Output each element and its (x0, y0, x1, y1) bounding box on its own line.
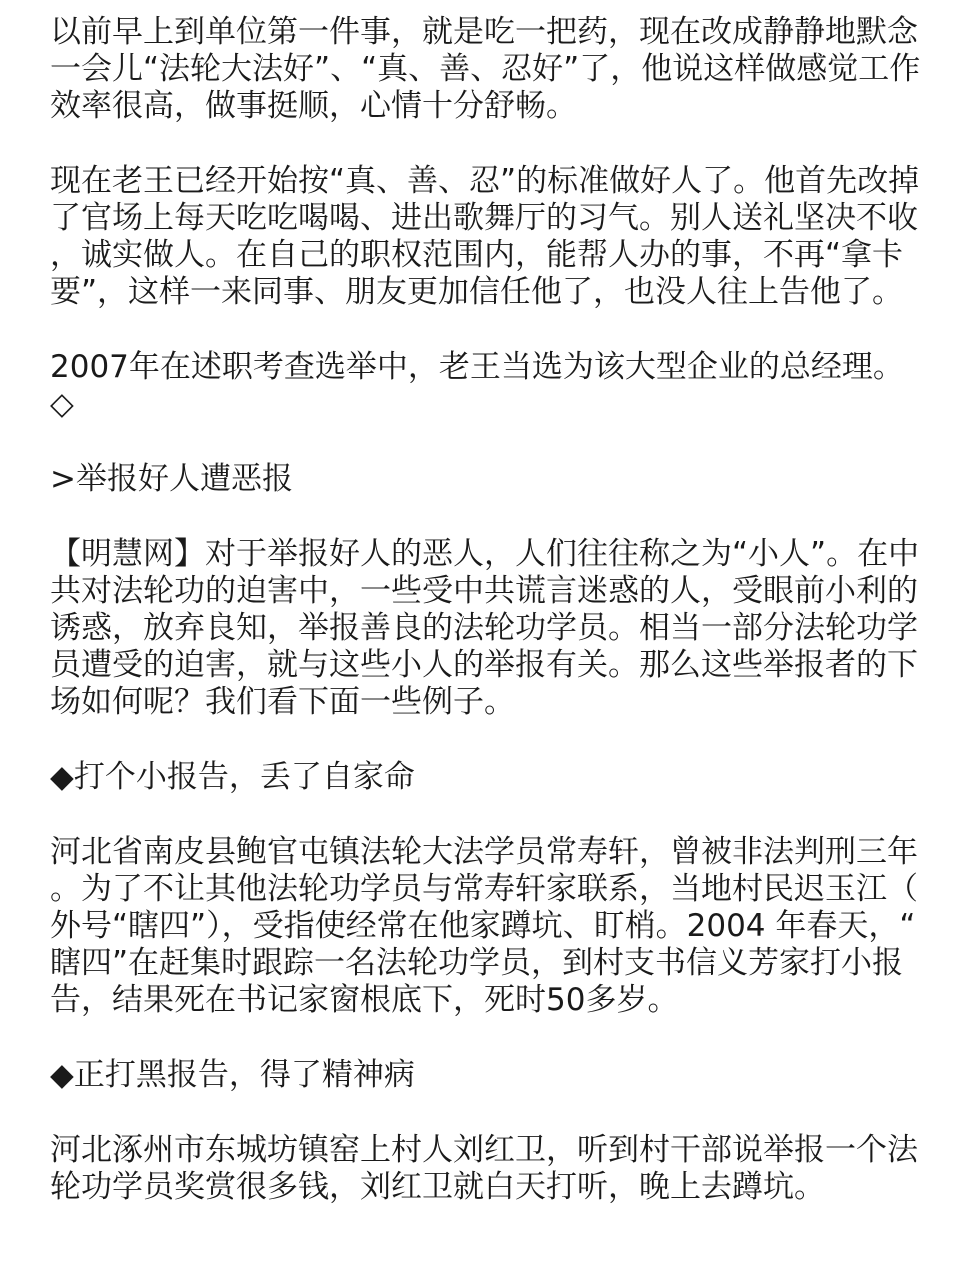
text-line: 共对法轮功的迫害中，一些受中共谎言迷惑的人，受眼前小利的 (50, 573, 918, 609)
text-line: 外号“瞎四”），受指使经常在他家蹲坑、盯梢。2004 年春天，“ (50, 908, 916, 944)
text-line: 【明慧网】对于举报好人的恶人，人们往往称之为“小人”。在中 (50, 536, 920, 572)
paragraph-nanpi-case (50, 834, 930, 1019)
heading-text: >举报好人遭恶报 (50, 461, 293, 497)
text-line: 2007年在述职考查选举中，老王当选为该大型企业的总经理。 (50, 349, 904, 385)
section-heading-report-punished (50, 461, 930, 498)
text-line: 一会儿“法轮大法好”、“真、善、忍好”了，他说这样做感觉工作 (50, 51, 921, 87)
text-line: 场如何呢？我们看下面一些例子。 (50, 684, 515, 720)
text-line: 瞎四”在赶集时跟踪一名法轮功学员，到村支书信义芳家打小报 (50, 945, 904, 981)
text-line: 河北涿州市东城坊镇窑上村人刘红卫，听到村干部说举报一个法 (50, 1132, 918, 1168)
paragraph-lao-wang-elected (50, 349, 930, 423)
text-line: 现在老王已经开始按“真、善、忍”的标准做好人了。他首先改掉 (50, 163, 920, 199)
paragraph-lao-wang-medicine (50, 14, 930, 125)
text-line: 效率很高，做事挺顺，心情十分舒畅。 (50, 88, 577, 124)
text-line: 要”，这样一来同事、朋友更加信任他了，也没人往上告他了。 (50, 274, 904, 310)
text-line: 了官场上每天吃吃喝喝、进出歌舞厅的习气。别人送礼坚决不收 (50, 200, 918, 236)
text-line: 诱惑，放弃良知，举报善良的法轮功学员。相当一部分法轮功学 (50, 610, 918, 646)
article-body (50, 14, 930, 1244)
text-line: ，诚实做人。在自己的职权范围内，能帮人办的事，不再“拿卡 (50, 237, 904, 273)
heading-text: ◆打个小报告，丢了自家命 (50, 759, 415, 795)
text-line: 员遭受的迫害，就与这些小人的举报有关。那么这些举报者的下 (50, 647, 918, 683)
subheading-mental-illness (50, 1057, 930, 1094)
text-line: 轮功学员奖赏很多钱，刘红卫就白天打听，晚上去蹲坑。 (50, 1169, 825, 1205)
text-line: 告，结果死在书记家窗根底下，死时50多岁。 (50, 982, 679, 1018)
text-line: 河北省南皮县鲍官屯镇法轮大法学员常寿轩，曾被非法判刑三年 (50, 834, 918, 870)
heading-text: ◆正打黑报告，得了精神病 (50, 1057, 415, 1093)
subheading-small-report (50, 759, 930, 796)
text-line: 。为了不让其他法轮功学员与常寿轩家联系，当地村民迟玉江（ (50, 871, 918, 907)
paragraph-lao-wang-good-person (50, 163, 930, 311)
section-divider-symbol: ◇ (50, 386, 74, 422)
paragraph-minghui-intro (50, 536, 930, 721)
text-line: 以前早上到单位第一件事，就是吃一把药，现在改成静静地默念 (50, 14, 918, 50)
paragraph-zhuozhou-case (50, 1132, 930, 1206)
